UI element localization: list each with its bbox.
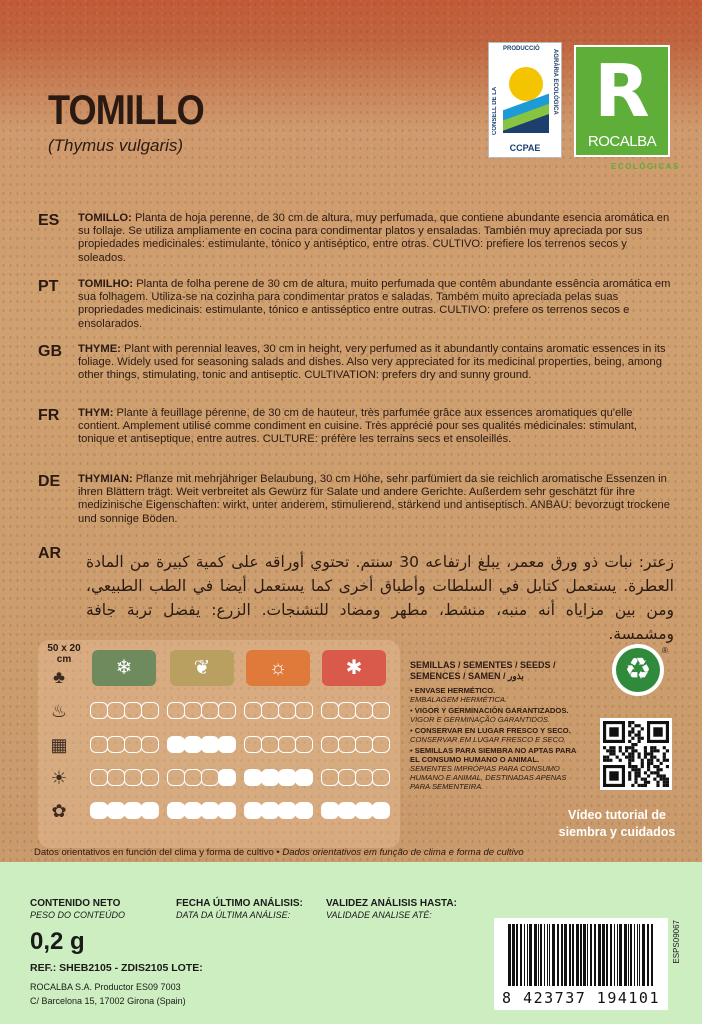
calendar-cell xyxy=(355,802,373,819)
calendar-cell xyxy=(244,802,262,819)
calendar-cell xyxy=(295,736,313,753)
calendar-cell xyxy=(338,702,356,719)
calendar-cell xyxy=(90,736,108,753)
net-weight: 0,2 g xyxy=(30,928,85,955)
season-3-icon: ☼ xyxy=(246,650,310,686)
calendar-cell xyxy=(218,702,236,719)
calendar-cell xyxy=(90,702,108,719)
lang-code-es: ES xyxy=(38,212,60,229)
calendar-cell xyxy=(201,736,219,753)
calendar-cell xyxy=(184,802,202,819)
ccpae-top-text: PRODUCCIÓ xyxy=(503,46,540,52)
seed-note-item: • VIGOR Y GERMINACIÓN GARANTIZADOS. VIGOR E GERMINAÇÃO GARANTIDOS. xyxy=(410,706,569,724)
lang-code-gb: GB xyxy=(38,343,62,360)
calendar-cell xyxy=(107,802,125,819)
validity-label: VALIDEZ ANÁLISIS HASTA: xyxy=(326,898,457,909)
calendar-cell xyxy=(355,769,373,786)
calendar-cell xyxy=(321,802,339,819)
seed-note-item: • ENVASE HERMÉTICO. EMBALAGEM HERMÉTICA. xyxy=(410,686,508,704)
calendar-cell xyxy=(167,702,185,719)
ccpae-field-icon xyxy=(503,93,549,133)
calendar-cell xyxy=(321,702,339,719)
calendar-row-1-icon: ♨ xyxy=(50,701,68,721)
rocalba-tagline: ECOLÓGICAS xyxy=(611,162,680,171)
vertical-code: ESPS09067 xyxy=(672,920,681,964)
rocalba-name: ROCALBA xyxy=(587,133,657,150)
seed-note-item: • CONSERVAR EN LUGAR FRESCO Y SECO. CONSERVAR EM LUGAR FRESCO E SECO. xyxy=(410,726,571,744)
season-2-icon: ❦ xyxy=(170,650,234,686)
calendar-cell xyxy=(295,802,313,819)
calendar-cell xyxy=(372,736,390,753)
calendar-cell xyxy=(295,769,313,786)
calendar-cell xyxy=(124,702,142,719)
lang-code-ar: AR xyxy=(38,545,62,562)
calendar-cell xyxy=(141,769,159,786)
seed-notes xyxy=(410,686,582,793)
calendar-cell xyxy=(372,769,390,786)
calendar-cell xyxy=(244,769,262,786)
calendar-cell xyxy=(201,702,219,719)
validity-label-pt: VALIDADE ANALISE ATÉ: xyxy=(326,910,432,920)
calendar-cell xyxy=(278,702,296,719)
description-gb: THYME: Plant with perennial leaves, 30 cm in height, very perfumed as it abundantly contains aromatic essences in its foliage. Widely used for seasoning salads and dishes. Also very appreciated for its medicinal properties, being, among other things, stimulating, tonic and antiseptic. CULTIVATION: prefers dry and sunny ground. xyxy=(78,343,666,382)
ccpae-logo xyxy=(488,42,562,158)
company-address: C/ Barcelona 15, 17002 Girona (Spain) xyxy=(30,996,186,1006)
description-fr: THYM: Plante à feuillage pérenne, de 30 cm de hauteur, très parfumée grâce aux essences aromatiques qu'elle contient. Amplement utilisé comme condiment en cuisine. Très apprécié pour ses qualités médicinales: stimulant, tonique et antiseptique, entre autres. CULTURE: préfère les terrains secs et ensoleillés. xyxy=(78,407,638,446)
calendar-cell xyxy=(372,702,390,719)
description-ar: زعتر: نبات ذو ورق معمر، يبلغ ارتفاعه 30 سنتم. تحتوي أوراقه على كمية كبيرة من المادة العطرة. يستعمل كتابل في السلطات وأطباق أخرى كما يستعمل أيضا في الطب الطبيعي، ومن بين مزاياه أنه منبه، منشط، مطهر ومضاد للتشنجات. الزرع: يفضل تربة جافة ومشمسة. xyxy=(86,553,674,643)
calendar-cell xyxy=(321,769,339,786)
description-de: THYMIAN: Pflanze mit mehrjähriger Belaubung, 30 cm Höhe, sehr parfümiert da sie reichlich aromatische Essenzen in ihren Blättern trägt. Weit verbreitet als Gewürz für Salate und andere Gerichte. Außerdem sehr geschätzt für ihre medizinische Eigenschaften: wirkt, unter anderem, stimulierend, stärkend und antiseptisch. ANBAU: bevorzugt trockene und sonnige Böden. xyxy=(78,473,670,525)
company-producer: ROCALBA S.A. Productor ES09 7003 xyxy=(30,982,181,992)
calendar-cell xyxy=(201,769,219,786)
calendar-cell xyxy=(355,736,373,753)
orientative-note: Datos orientativos en función del clima y forma de cultivo • Dados orientativos em função de clima e forma de cultivo xyxy=(34,847,524,858)
calendar-cell xyxy=(261,802,279,819)
reference-lot: REF.: SHEB2105 - ZDIS2105 LOTE: xyxy=(30,962,203,974)
calendar-cell xyxy=(184,769,202,786)
lang-code-fr: FR xyxy=(38,407,60,424)
calendar-cell xyxy=(107,736,125,753)
description-es: TOMILLO: Planta de hoja perenne, de 30 cm de altura, muy perfumada, que contiene abundante esencia aromática en su follaje. Se utiliza ampliamente en cocina para condimentar platos y ensaladas. También muy apreciada por sus propiedades medicinales: estimulante, tónico y antiséptico, entre otras. CULTIVO: prefiere los terrenos secos y soleados. xyxy=(78,212,670,264)
calendar-cell xyxy=(261,736,279,753)
rocalba-logo xyxy=(574,45,670,157)
ccpae-left-text: CONSELL DE LA xyxy=(492,86,498,135)
calendar-row-2-icon: ▦ xyxy=(50,735,68,755)
calendar-cell xyxy=(167,802,185,819)
calendar-cell xyxy=(218,802,236,819)
calendar-cell xyxy=(218,769,236,786)
rocalba-letter: R xyxy=(594,49,650,133)
calendar-cell xyxy=(141,702,159,719)
calendar-cell xyxy=(167,769,185,786)
calendar-cell xyxy=(278,769,296,786)
calendar-cell xyxy=(90,769,108,786)
calendar-row-3-icon: ☀ xyxy=(50,768,68,788)
plant-spacing: 50 x 20 cm xyxy=(47,643,81,665)
ccpae-right-text: AGRÀRIA ECOLÒGICA xyxy=(552,49,558,115)
green-dot-logo xyxy=(612,644,664,696)
calendar-cell xyxy=(261,769,279,786)
ccpae-label: CCPAE xyxy=(509,143,541,153)
recycle-icon: ♻ xyxy=(616,648,660,692)
calendar-cell xyxy=(338,736,356,753)
calendar-cell xyxy=(355,702,373,719)
product-title: TOMILLO xyxy=(48,86,204,133)
video-tutorial-label: Vídeo tutorial de siembra y cuidados xyxy=(558,808,676,839)
lang-code-de: DE xyxy=(38,473,61,490)
calendar-cell xyxy=(278,736,296,753)
calendar-cell xyxy=(244,736,262,753)
content-label-pt: PESO DO CONTEÚDO xyxy=(30,910,126,920)
calendar-cell xyxy=(321,736,339,753)
calendar-cell xyxy=(124,802,142,819)
calendar-cell xyxy=(201,802,219,819)
seed-note-item: • SEMILLAS PARA SIEMBRA NO APTAS PARA EL CONSUMO HUMANO O ANIMAL. SEMENTES IMPRÓPIAS PARA CONSUMO HUMANO E ANIMAL, DESTINADAS APENAS PARA SEMENTEIRA. xyxy=(410,746,577,791)
description-pt: TOMILHO: Planta de folha perene de 30 cm de altura, muito perfumada que contêm abundante essência aromática em sua folhagem. Utiliza-se na cozinha para condimentar pratos e saladas. Também muito apreciada pelas suas propriedades medicinais: estimulante, tónico e antisséptico entre outras. CULTIVO: prefere os terrenos secos e ensolarados. xyxy=(78,278,671,330)
calendar-cell xyxy=(338,769,356,786)
calendar-cell xyxy=(124,769,142,786)
calendar-cell xyxy=(107,769,125,786)
calendar-cell xyxy=(338,802,356,819)
calendar-cell xyxy=(278,802,296,819)
calendar-cell xyxy=(107,702,125,719)
analysis-date-label-pt: DATA DA ÚLTIMA ANÁLISE: xyxy=(176,910,291,920)
calendar-cell xyxy=(124,736,142,753)
calendar-cell xyxy=(141,802,159,819)
season-1-icon: ❄ xyxy=(92,650,156,686)
barcode-number: 8 423737 194101 xyxy=(502,989,660,1007)
seeds-heading: SEMILLAS / SEMENTES / SEEDS / SEMENCES / SAMEN / بذور xyxy=(410,660,556,681)
barcode xyxy=(494,918,668,1010)
barcode-bars xyxy=(508,924,654,986)
plant-spacing-icon: ♣ xyxy=(53,667,65,687)
calendar-cell xyxy=(167,736,185,753)
calendar-cell xyxy=(295,702,313,719)
lang-code-pt: PT xyxy=(38,278,59,295)
calendar-row-4-icon: ✿ xyxy=(51,801,67,821)
analysis-date-label: FECHA ÚLTIMO ANÁLISIS: xyxy=(176,898,303,909)
calendar-cell xyxy=(184,736,202,753)
calendar-cell xyxy=(244,702,262,719)
calendar-cell xyxy=(184,702,202,719)
calendar-cell xyxy=(141,736,159,753)
calendar-cell xyxy=(218,736,236,753)
season-4-icon: ✱ xyxy=(322,650,386,686)
calendar-cell xyxy=(372,802,390,819)
registered-mark: ® xyxy=(662,646,668,655)
calendar-cell xyxy=(90,802,108,819)
calendar-cell xyxy=(261,702,279,719)
scientific-name: (Thymus vulgaris) xyxy=(48,136,184,155)
content-label: CONTENIDO NETO xyxy=(30,898,121,909)
qr-code[interactable] xyxy=(600,718,672,790)
